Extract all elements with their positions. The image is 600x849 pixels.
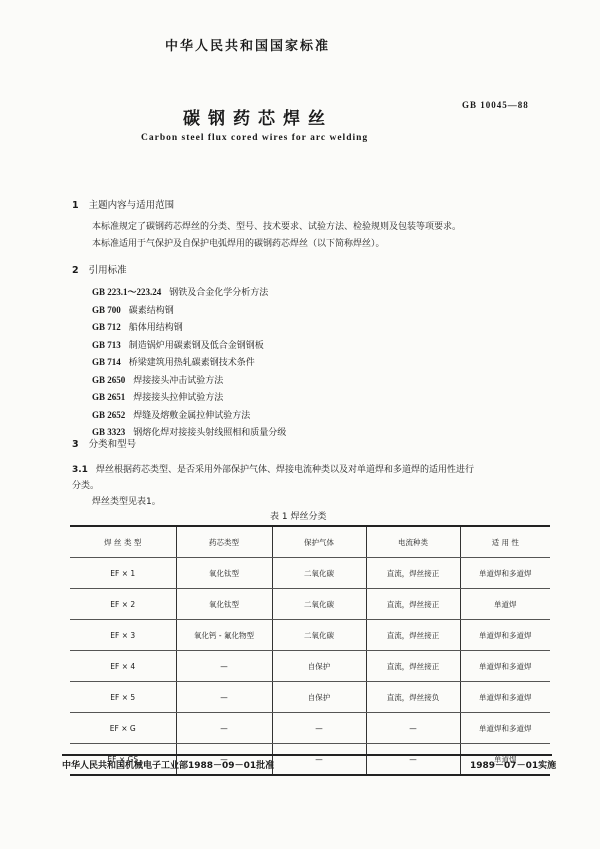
english-title: Carbon steel flux cored wires for arc welding [141,133,369,143]
table-row [70,558,550,589]
table-cell: 单道焊 [460,744,550,776]
reference-title: 焊接接头冲击试验方法 [133,375,224,386]
table-cell: 单道焊和多道焊 [460,682,550,713]
effective-date: 1989－07－01实施 [470,761,557,771]
table-row [70,589,550,620]
table-cell: EF × 1 [70,558,176,589]
table-cell: 二氧化碳 [272,558,366,589]
table-cell: 二氧化碳 [272,589,366,620]
table-row [70,713,550,744]
table-cell: 单道焊和多道焊 [460,558,550,589]
paragraph: 本标准规定了碳钢药芯焊丝的分类、型号、技术要求、试验方法、检验规则及包装等项要求。 [92,222,462,232]
reference-item [92,408,250,421]
table-header-row [70,526,550,558]
column-header: 保护气体 [272,526,366,558]
paragraph: 本标准适用于气保护及自保护电弧焊用的碳钢药芯焊丝（以下简称焊丝）。 [92,239,385,249]
table-cell: EF × 5 [70,682,176,713]
section-number: 1 [72,200,79,211]
table-caption: 表 1 焊丝分类 [270,512,327,522]
reference-item [92,355,255,368]
table-row [70,682,550,713]
table-cell: 自保护 [272,651,366,682]
table-cell: 单道焊 [460,589,550,620]
section-1-heading [72,197,174,211]
issuing-org: 中华人民共和国国家标准 [165,39,331,54]
table-cell: — [366,713,460,744]
table-cell: EF × 2 [70,589,176,620]
table-cell: 氧化钛型 [176,558,272,589]
reference-title: 桥梁建筑用热轧碳素钢技术条件 [128,358,255,368]
reference-code: GB 2652 [92,409,126,420]
reference-title: 焊接接头拉伸试验方法 [133,393,224,403]
reference-code: GB 2650 [92,374,126,385]
reference-item [92,285,268,298]
section-number: 3 [72,439,79,450]
table-cell: EF × 4 [70,651,176,682]
clause-text: 焊丝根据药芯类型、是否采用外部保护气体、焊接电流种类以及对单道焊和多道焊的适用性进行 [95,465,474,475]
reference-item [92,390,223,403]
table-row [70,651,550,682]
table-cell: EF × 3 [70,620,176,651]
clause-number: 3.1 [72,465,88,475]
clause-text: 分类。 [72,481,100,491]
table-row [70,620,550,651]
column-header: 电流种类 [366,526,460,558]
wire-classification-table [70,525,550,776]
table-cell: 直流，焊丝接正 [366,651,460,682]
reference-item [92,338,264,351]
reference-title: 碳素结构钢 [128,305,174,316]
table-cell: 直流，焊丝接负 [366,682,460,713]
column-header: 焊 丝 类 型 [70,526,176,558]
table-cell: EF × G [70,713,176,744]
reference-code: GB 223.1～223.24 [92,287,162,297]
reference-code: GB 3323 [92,427,126,437]
document-title: 碳钢药芯焊丝 [183,109,333,129]
table-cell: — [176,713,272,744]
column-header: 适 用 性 [460,526,550,558]
table-cell: EF × GS [70,744,176,776]
reference-code: GB 714 [92,357,121,367]
table-cell: 氧化钙 - 氟化物型 [176,620,272,651]
section-number: 2 [72,265,79,276]
table-cell: — [176,682,272,713]
reference-item [92,320,183,333]
reference-code: GB 2651 [92,392,126,402]
table-cell: 单道焊和多道焊 [460,620,550,651]
reference-code: GB 712 [92,322,121,332]
table-cell: — [272,713,366,744]
reference-code: GB 713 [92,339,121,350]
clause-3-1 [72,462,474,475]
section-title: 分类和型号 [88,439,137,450]
table-cell: 氧化钛型 [176,589,272,620]
clause-text: 焊丝类型见表1。 [92,497,161,507]
section-title: 主题内容与适用范围 [88,200,175,211]
table-cell: — [272,744,366,776]
reference-title: 焊缝及熔敷金属拉伸试验方法 [133,410,251,421]
table-cell: 直流，焊丝接正 [366,589,460,620]
table-cell: 直流，焊丝接正 [366,620,460,651]
column-header: 药芯类型 [176,526,272,558]
section-title: 引用标准 [88,265,127,276]
table-cell: 直流，焊丝接正 [366,558,460,589]
section-3-heading [72,436,136,450]
footer-divider [62,754,552,756]
reference-title: 钢熔化焊对接接头射线照相和质量分级 [133,428,287,438]
table-cell: — [176,651,272,682]
reference-title: 钢铁及合金化学分析方法 [169,288,269,298]
table-cell: 自保护 [272,682,366,713]
reference-item [92,373,223,386]
table-cell: — [366,744,460,776]
standard-number: GB 10045—88 [462,100,529,110]
table-cell: 二氧化碳 [272,620,366,651]
reference-code: GB 700 [92,304,121,315]
table-cell: — [176,744,272,776]
table-cell: 单道焊和多道焊 [460,651,550,682]
reference-title: 制造锅炉用碳素钢及低合金钢钢板 [128,340,264,351]
reference-title: 船体用结构钢 [128,323,183,333]
reference-item [92,303,174,316]
section-2-heading [72,262,127,276]
approval-date: 中华人民共和国机械电子工业部1988－09－01批准 [62,761,275,771]
table-cell: 单道焊和多道焊 [460,713,550,744]
